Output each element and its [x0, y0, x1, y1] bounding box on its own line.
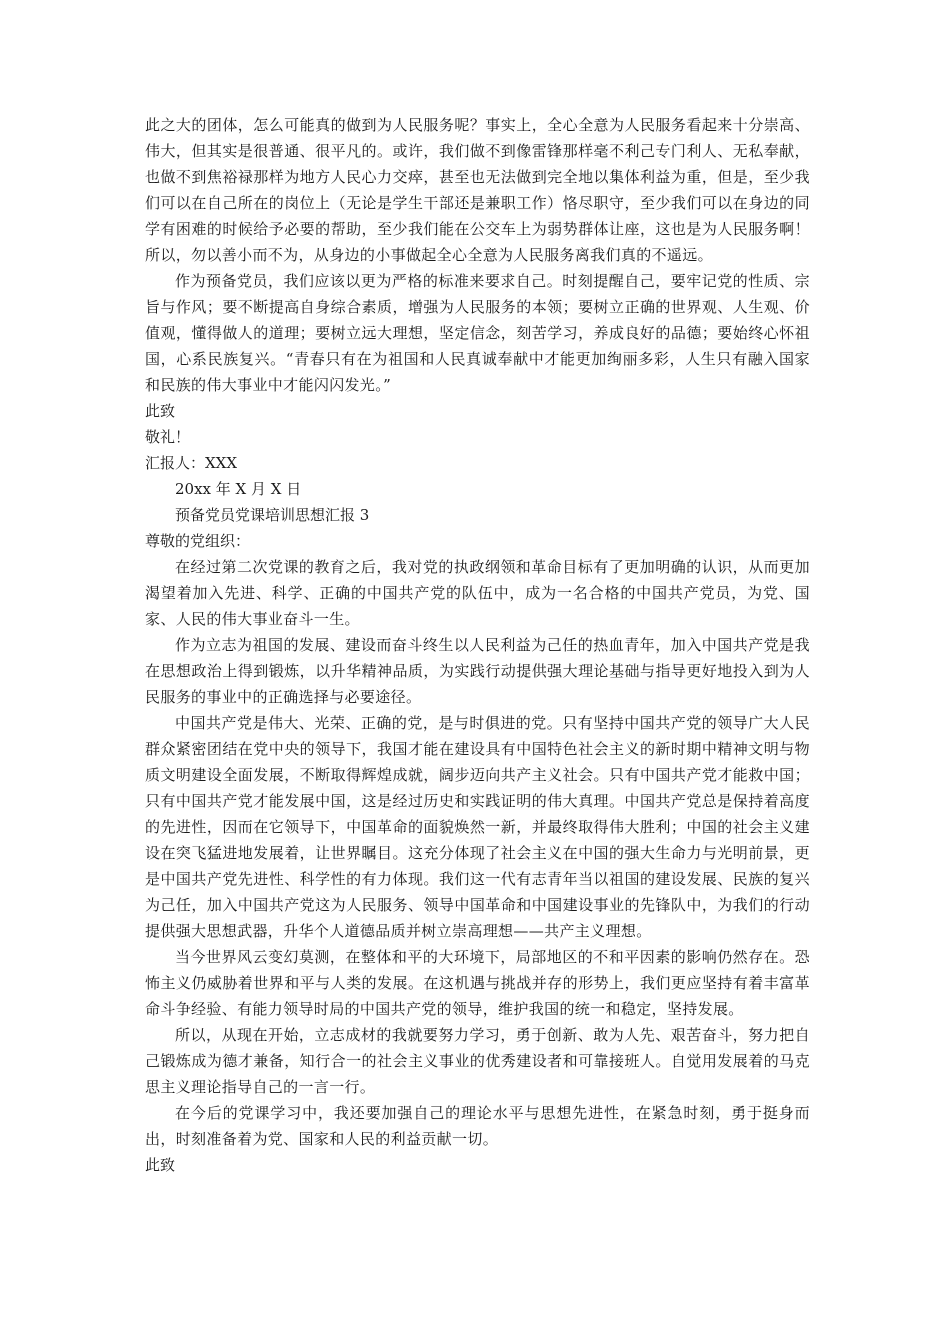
document-page — [145, 112, 810, 1178]
paragraph-party-greatness: 中国共产党是伟大、光荣、正确的党，是与时俱进的党。只有坚持中国共产党的领导广大人民群众紧密团结在党中央的领导下，我国才能在建设具有中国特色社会主义的新时期中精神文明与物质文明建设全面发展，不断取得辉煌成就，阔步迈向共产主义社会。只有中国共产党才能救中国；只有中国共产党才能发展中国，这是经过历史和实践证明的伟大真理。中国共产党总是保持着高度的先进性，因而在它领导下，中国革命的面貌焕然一新，并最终取得伟大胜利；中国的社会主义建设在突飞猛进地发展着，让世界瞩目。这充分体现了社会主义在中国的强大生命力与光明前景，更是中国共产党先进性、科学性的有力体现。我们这一代有志青年当以祖国的建设发展、民族的复兴为己任，加入中国共产党这为人民服务、领导中国革命和中国建设事业的先锋队中，为我们的行动提供强大思想武器，升华个人道德品质并树立崇高理想——共产主义理想。 — [145, 714, 810, 940]
report-date: 20xx 年 X 月 X 日 — [175, 480, 302, 498]
paragraph-service: 此之大的团体，怎么可能真的做到为人民服务呢？事实上，全心全意为人民服务看起来十分崇高、伟大，但其实是很普通、很平凡的。或许，我们做不到像雷锋那样毫不利己专门利人、无私奉献，也做不到焦裕禄那样为地方人民心力交瘁，甚至也无法做到完全地以集体利益为重，但是，至少我们可以在自己所在的岗位上（无论是学生干部还是兼职工作）恪尽职守，至少我们可以在身边的同学有困难的时候给予必要的帮助，至少我们能在公交车上为弱势群体让座，这也是为人民服务啊！所以，勿以善小而不为，从身边的小事做起全心全意为人民服务离我们真的不遥远。 — [145, 116, 810, 264]
paragraph-second-lesson: 在经过第二次党课的教育之后，我对党的执政纲领和革命目标有了更加明确的认识，从而更加渴望着加入先进、科学、正确的中国共产党的队伍中，成为一名合格的中国共产党员，为党、国家、人民的伟大事业奋斗一生。 — [145, 558, 810, 628]
closing-cizhi: 此致 — [145, 402, 176, 420]
closing-salute: 敬礼！ — [145, 428, 191, 446]
greeting: 尊敬的党组织： — [145, 532, 251, 550]
paragraph-resolution: 所以，从现在开始，立志成材的我就要努力学习，勇于创新、敢为人先、艰苦奋斗，努力把自己锻炼成为德才兼备，知行合一的社会主义事业的优秀建设者和可靠接班人。自觉用发展着的马克思主义理论指导自己的一言一行。 — [145, 1026, 810, 1096]
paragraph-youth: 作为立志为祖国的发展、建设而奋斗终生以人民利益为己任的热血青年，加入中国共产党是我在思想政治上得到锻炼，以升华精神品质，为实践行动提供强大理论基础与指导更好地投入到为人民服务的事业中的正确选择与必要途径。 — [145, 636, 810, 706]
closing-cizhi-2: 此致 — [145, 1156, 176, 1174]
report-title: 预备党员党课培训思想汇报 3 — [175, 506, 370, 524]
paragraph-future-study: 在今后的党课学习中，我还要加强自己的理论水平与思想先进性，在紧急时刻，勇于挺身而出，时刻准备着为党、国家和人民的利益贡献一切。 — [145, 1104, 810, 1148]
reporter-name: 汇报人：XXX — [145, 454, 238, 472]
paragraph-world-situation: 当今世界风云变幻莫测，在整体和平的大环境下，局部地区的不和平因素的影响仍然存在。恐怖主义仍威胁着世界和平与人类的发展。在这机遇与挑战并存的形势上，我们更应坚持有着丰富革命斗争经验、有能力领导时局的中国共产党的领导，维护我国的统一和稳定，坚持发展。 — [145, 948, 810, 1018]
paragraph-probationary-member: 作为预备党员，我们应该以更为严格的标准来要求自己。时刻提醒自己，要牢记党的性质、宗旨与作风；要不断提高自身综合素质，增强为人民服务的本领；要树立正确的世界观、人生观、价值观，懂得做人的道理；要树立远大理想，坚定信念，刻苦学习，养成良好的品德；要始终心怀祖国，心系民族复兴。“青春只有在为祖国和人民真诚奉献中才能更加绚丽多彩，人生只有融入国家和民族的伟大事业中才能闪闪发光。” — [145, 272, 810, 394]
